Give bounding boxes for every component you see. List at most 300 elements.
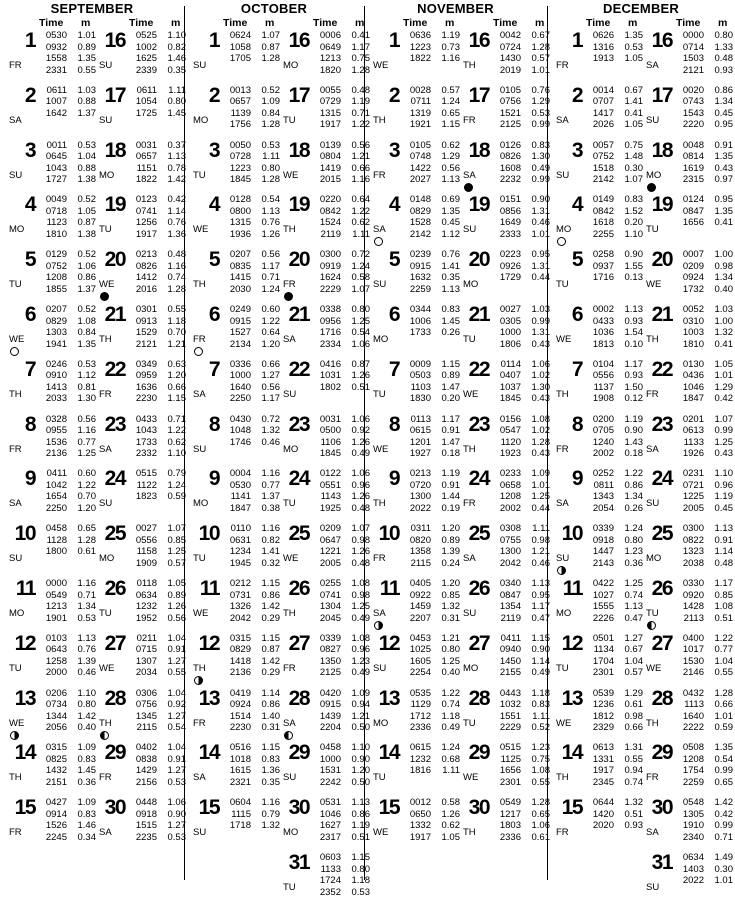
tide-height: 1.29 xyxy=(714,381,733,393)
tide-height: 1.35 xyxy=(77,53,96,64)
tide-height: 0.56 xyxy=(167,612,186,624)
day-number: 2 xyxy=(388,83,399,107)
day-number: 31 xyxy=(651,851,672,874)
tide-height: 1.19 xyxy=(351,820,370,832)
tide-height: 0.53 xyxy=(261,139,280,151)
day-entry xyxy=(282,633,370,693)
tide-height: 0.43 xyxy=(531,448,550,460)
tide-height: 0.96 xyxy=(714,479,733,491)
tide-line xyxy=(673,370,733,381)
tide-line xyxy=(36,546,96,557)
day-number: 9 xyxy=(571,467,582,491)
day-number: 5 xyxy=(388,248,399,272)
day-number: 28 xyxy=(468,686,489,710)
tide-time: 1746 xyxy=(229,436,251,448)
tide-height: 0.51 xyxy=(714,612,733,624)
tide-height: 0.38 xyxy=(261,502,280,514)
weekday-label: MO xyxy=(556,224,572,236)
day-entry xyxy=(8,578,96,638)
day-entry xyxy=(462,742,550,802)
tide-time: 0149 xyxy=(592,194,614,206)
weekday-label: MO xyxy=(283,827,299,839)
tide-height: 0.53 xyxy=(531,107,550,119)
day-number: 17 xyxy=(288,83,309,107)
day-entry xyxy=(8,688,96,748)
tide-height: 0.45 xyxy=(714,502,733,514)
tide-height: 1.25 xyxy=(624,578,643,589)
tide-line xyxy=(126,206,186,217)
tide-height: 1.42 xyxy=(261,655,280,667)
tide-line xyxy=(36,832,96,843)
tide-height: 0.80 xyxy=(441,644,460,656)
tide-time: 2235 xyxy=(135,831,157,843)
tide-height: 0.65 xyxy=(714,776,733,788)
tide-line xyxy=(490,644,550,655)
tide-line xyxy=(310,667,370,678)
tide-line xyxy=(310,546,370,557)
tide-time: 0743 xyxy=(682,96,704,108)
tide-time: 1725 xyxy=(135,107,157,119)
day-entry xyxy=(645,797,733,857)
tide-line xyxy=(400,261,460,272)
tide-time: 0741 xyxy=(319,589,341,601)
tide-time: 1103 xyxy=(410,381,431,393)
tide-height: 1.38 xyxy=(77,174,96,186)
tide-time: 1315 xyxy=(229,217,251,229)
day-entry xyxy=(8,468,96,528)
tide-time: 0213 xyxy=(409,468,431,480)
tide-height: 1.21 xyxy=(351,710,370,722)
day-number: 15 xyxy=(14,796,35,820)
tide-height: 0.57 xyxy=(441,84,460,96)
tide-height: 1.37 xyxy=(77,283,96,295)
month-title: NOVEMBER xyxy=(417,1,494,16)
weekday-label: SU xyxy=(283,388,297,400)
tide-height: 1.28 xyxy=(531,797,550,809)
tide-line xyxy=(583,437,643,448)
tide-time: 0305 xyxy=(499,315,521,327)
tide-height: 1.29 xyxy=(624,687,643,699)
day-number: 14 xyxy=(378,741,399,765)
tide-time: 0636 xyxy=(409,30,431,41)
tide-line xyxy=(36,272,96,283)
tide-line xyxy=(126,644,186,655)
tide-time: 0207 xyxy=(229,249,251,261)
tide-height: 1.44 xyxy=(441,491,460,503)
tide-time: 1732 xyxy=(682,283,704,295)
day-number: 4 xyxy=(24,193,35,217)
tide-height: 0.30 xyxy=(714,863,733,875)
tide-height: 0.96 xyxy=(351,479,370,491)
tide-height: 1.16 xyxy=(261,797,280,809)
weekday-label: TH xyxy=(283,608,296,619)
tide-height: 0.83 xyxy=(441,304,460,315)
tide-line xyxy=(126,304,186,315)
tide-time: 1810 xyxy=(45,228,67,240)
tide-height: 0.69 xyxy=(441,194,460,206)
tide-height: 1.28 xyxy=(531,41,550,53)
weekday-label: WE xyxy=(463,388,479,400)
tide-time: 0549 xyxy=(45,589,67,601)
weekday-label: SU xyxy=(193,60,207,71)
tide-height: 0.67 xyxy=(531,30,550,41)
tide-height: 0.75 xyxy=(624,139,643,151)
tide-height: 1.26 xyxy=(351,546,370,558)
day-number: 21 xyxy=(651,303,672,326)
tide-height: 1.24 xyxy=(624,523,643,535)
tide-time: 0711 xyxy=(410,96,431,108)
day-number: 12 xyxy=(561,631,582,655)
weekday-label: FR xyxy=(373,553,386,565)
tide-time: 0306 xyxy=(135,687,157,699)
day-number: 3 xyxy=(571,138,582,162)
day-number: 11 xyxy=(562,577,582,600)
tide-height: 0.91 xyxy=(441,479,460,491)
day-number: 21 xyxy=(468,303,489,326)
tide-height: 0.57 xyxy=(167,557,186,569)
tide-height: 1.37 xyxy=(77,107,96,119)
tide-line xyxy=(490,832,550,843)
weekday-label: SA xyxy=(283,334,296,345)
tide-line xyxy=(36,809,96,820)
tide-line xyxy=(126,393,186,404)
tide-time: 1304 xyxy=(319,601,341,612)
tide-time: 2026 xyxy=(592,119,614,131)
tide-line xyxy=(583,85,643,96)
tide-height: 1.11 xyxy=(532,710,550,722)
weekday-label: TH xyxy=(373,498,386,510)
tide-line xyxy=(400,272,460,283)
tide-line xyxy=(400,229,460,240)
tide-time: 1213 xyxy=(45,601,67,612)
tide-height: 0.53 xyxy=(167,776,186,788)
tide-line xyxy=(490,722,550,733)
tide-line xyxy=(126,832,186,843)
tide-height: 1.17 xyxy=(624,358,643,370)
tide-height: 1.28 xyxy=(167,283,186,295)
tide-line xyxy=(673,711,733,722)
tide-time: 0535 xyxy=(409,687,431,699)
tide-line xyxy=(310,875,370,886)
tide-time: 1908 xyxy=(592,393,614,405)
tide-time: 2345 xyxy=(592,776,614,788)
moon-phase-new-icon xyxy=(100,292,109,301)
moon-phase-full-icon xyxy=(194,347,203,356)
tide-line xyxy=(126,327,186,338)
tide-height: 1.24 xyxy=(261,283,280,295)
tide-time: 0139 xyxy=(319,139,341,151)
tide-line xyxy=(126,797,186,808)
day-number: 9 xyxy=(208,467,219,491)
tide-time: 0207 xyxy=(45,304,67,315)
tide-time: 1733 xyxy=(135,436,157,448)
day-entry xyxy=(192,30,280,90)
tide-height: 1.35 xyxy=(77,338,96,350)
tide-time: 1305 xyxy=(682,808,704,820)
tide-line xyxy=(310,359,370,370)
tide-height: 1.10 xyxy=(624,228,643,240)
day-number: 9 xyxy=(388,467,399,491)
tide-line xyxy=(36,140,96,151)
tide-height: 1.13 xyxy=(714,523,733,535)
tide-height: 1.11 xyxy=(262,151,280,163)
tide-height: 1.10 xyxy=(167,448,186,460)
tide-line xyxy=(36,777,96,788)
tide-line xyxy=(126,42,186,53)
tide-line xyxy=(400,96,460,107)
day-number: 27 xyxy=(288,631,309,655)
tide-line xyxy=(310,480,370,491)
tide-line xyxy=(583,667,643,678)
tide-height: 0.81 xyxy=(77,381,96,393)
tide-time: 0631 xyxy=(229,534,251,546)
day-entry xyxy=(98,30,186,90)
tide-time: 0822 xyxy=(682,534,704,546)
day-entry xyxy=(462,578,550,638)
tide-line xyxy=(220,382,280,393)
tide-height: 0.37 xyxy=(167,139,186,151)
tide-height: 1.21 xyxy=(441,632,460,644)
tide-line xyxy=(673,558,733,569)
tide-line xyxy=(490,711,550,722)
tide-height: 0.99 xyxy=(531,174,550,186)
tide-height: 0.49 xyxy=(531,162,550,174)
tide-time: 0123 xyxy=(135,194,157,206)
day-entry xyxy=(8,30,96,90)
tide-height: 0.99 xyxy=(714,425,733,437)
tide-time: 0458 xyxy=(45,523,67,535)
tide-line xyxy=(220,491,280,502)
tide-height: 1.52 xyxy=(624,205,643,217)
tide-line xyxy=(673,656,733,667)
tide-time: 1133 xyxy=(683,436,704,448)
tide-line xyxy=(220,809,280,820)
tide-line xyxy=(673,108,733,119)
tide-line xyxy=(126,53,186,64)
tide-line xyxy=(400,797,460,808)
weekday-label: TU xyxy=(373,772,386,784)
weekday-label: TU xyxy=(646,608,659,619)
tide-height: 1.13 xyxy=(624,601,643,612)
tide-line xyxy=(310,578,370,589)
day-number: 19 xyxy=(468,193,489,217)
tide-time: 0231 xyxy=(682,468,704,480)
tide-height: 1.41 xyxy=(441,260,460,272)
tide-line xyxy=(673,382,733,393)
tide-line xyxy=(583,578,643,589)
weekday-label: MO xyxy=(283,60,299,71)
tide-line xyxy=(583,261,643,272)
weekday-label: SU xyxy=(99,498,113,510)
tide-line xyxy=(310,448,370,459)
tide-line xyxy=(126,30,186,41)
tide-line xyxy=(310,217,370,228)
tide-line xyxy=(400,140,460,151)
tide-line xyxy=(36,590,96,601)
tide-line xyxy=(400,53,460,64)
moon-phase-new-icon xyxy=(647,183,656,192)
tide-line xyxy=(400,327,460,338)
tide-line xyxy=(220,578,280,589)
tide-height: 0.98 xyxy=(714,260,733,272)
tide-time: 0013 xyxy=(229,84,251,96)
weekday-label: WE xyxy=(283,553,299,565)
tide-height: 1.27 xyxy=(167,655,186,667)
tide-time: 1143 xyxy=(320,491,341,503)
tide-line xyxy=(673,53,733,64)
tide-height: 1.28 xyxy=(77,534,96,546)
tide-line xyxy=(126,370,186,381)
tide-height: 1.17 xyxy=(261,393,280,405)
day-entry xyxy=(282,140,370,200)
tide-line xyxy=(310,53,370,64)
tide-time: 1917 xyxy=(135,228,157,240)
tide-height: 1.19 xyxy=(351,96,370,108)
day-entry xyxy=(98,523,186,583)
tide-time: 2151 xyxy=(45,776,67,788)
tide-time: 2121 xyxy=(682,64,704,76)
tide-time: 1847 xyxy=(229,502,251,514)
tide-line xyxy=(673,864,733,875)
tide-line xyxy=(126,754,186,765)
tide-height: 1.10 xyxy=(714,468,733,480)
tide-line xyxy=(490,151,550,162)
tide-time: 1232 xyxy=(135,601,157,612)
tide-line xyxy=(673,96,733,107)
tide-height: 1.06 xyxy=(351,468,370,480)
tide-height: 0.77 xyxy=(77,436,96,448)
tide-height: 0.66 xyxy=(261,358,280,370)
tide-height: 1.22 xyxy=(441,687,460,699)
tide-time: 0339 xyxy=(319,632,341,644)
tide-time: 1315 xyxy=(319,107,341,119)
tide-height: 1.30 xyxy=(531,381,550,393)
tide-time: 2022 xyxy=(409,502,431,514)
tide-time: 1810 xyxy=(682,338,704,350)
tide-line xyxy=(36,261,96,272)
weekday-label: MO xyxy=(646,169,662,181)
tide-time: 0344 xyxy=(409,304,431,315)
weekday-label: FR xyxy=(373,169,386,181)
weekday-label: WE xyxy=(99,662,115,674)
tide-line xyxy=(490,590,550,601)
tide-height: 1.34 xyxy=(624,491,643,503)
tide-time: 0915 xyxy=(409,260,431,272)
tide-time: 0027 xyxy=(499,304,521,315)
weekday-label: TU xyxy=(373,388,386,400)
tide-line xyxy=(36,30,96,41)
day-entry xyxy=(192,633,280,693)
tide-line xyxy=(36,503,96,514)
tide-time: 0531 xyxy=(319,797,341,809)
tide-height: 1.09 xyxy=(531,468,550,480)
tide-time: 1042 xyxy=(45,479,67,491)
tide-height: 1.06 xyxy=(531,820,550,832)
tide-height: 1.26 xyxy=(441,808,460,820)
tide-time: 0402 xyxy=(135,742,157,754)
tide-time: 1515 xyxy=(135,820,157,832)
tide-line xyxy=(126,163,186,174)
tide-height: 0.64 xyxy=(261,327,280,338)
tide-time: 1223 xyxy=(409,41,431,53)
tide-time: 0715 xyxy=(135,644,157,656)
tide-line xyxy=(36,96,96,107)
weekday-label: MO xyxy=(556,608,572,619)
tide-height: 0.48 xyxy=(351,84,370,96)
tide-time: 1952 xyxy=(135,612,157,624)
tide-height: 0.55 xyxy=(714,667,733,679)
weekday-label: TH xyxy=(193,279,206,291)
day-number: 22 xyxy=(468,357,489,381)
tide-line xyxy=(490,437,550,448)
tide-line xyxy=(673,42,733,53)
tide-time: 0411 xyxy=(500,632,521,644)
tide-time: 1413 xyxy=(45,381,67,393)
tide-line xyxy=(36,425,96,436)
tide-line xyxy=(583,229,643,240)
tide-time: 1640 xyxy=(682,710,704,722)
tide-height: 0.48 xyxy=(714,53,733,64)
tide-height: 1.11 xyxy=(352,228,370,240)
tide-height: 0.92 xyxy=(167,699,186,711)
weekday-label: TH xyxy=(463,443,476,455)
tide-time: 1137 xyxy=(593,381,614,393)
tide-time: 1221 xyxy=(319,546,341,558)
tide-line xyxy=(490,601,550,612)
day-number: 22 xyxy=(651,357,672,381)
tide-line xyxy=(490,656,550,667)
tide-height: 1.26 xyxy=(167,601,186,612)
tide-time: 0050 xyxy=(229,139,251,151)
tide-time: 1656 xyxy=(682,217,704,229)
tide-height: 0.82 xyxy=(261,534,280,546)
tide-time: 0525 xyxy=(135,30,157,41)
tide-time: 1123 xyxy=(46,217,67,229)
tide-line xyxy=(583,151,643,162)
tide-height: 0.88 xyxy=(77,96,96,108)
tide-height: 0.83 xyxy=(531,699,550,711)
tide-line xyxy=(310,809,370,820)
tide-line xyxy=(36,42,96,53)
tide-time: 1133 xyxy=(320,863,341,875)
day-entry xyxy=(555,468,643,528)
tide-line xyxy=(126,65,186,76)
tide-line xyxy=(583,491,643,502)
tide-height: 1.27 xyxy=(261,370,280,382)
tide-height: 0.42 xyxy=(714,393,733,405)
tide-time: 0458 xyxy=(319,742,341,754)
tide-time: 0349 xyxy=(135,358,157,370)
tide-line xyxy=(490,777,550,788)
tide-time: 0611 xyxy=(136,84,157,96)
tide-line xyxy=(126,601,186,612)
tide-height: 1.14 xyxy=(714,546,733,558)
tide-height: 1.00 xyxy=(714,249,733,261)
tide-height: 1.23 xyxy=(351,655,370,667)
day-number: 15 xyxy=(378,796,399,820)
tide-time: 2301 xyxy=(499,776,521,788)
tide-height: 0.99 xyxy=(714,820,733,832)
tide-line xyxy=(220,754,280,765)
tide-time: 0113 xyxy=(410,413,431,425)
tide-time: 0252 xyxy=(592,468,614,480)
tide-time: 1524 xyxy=(319,217,341,229)
tide-line xyxy=(36,480,96,491)
tide-height: 1.26 xyxy=(261,228,280,240)
tide-time: 0206 xyxy=(45,687,67,699)
tide-line xyxy=(490,229,550,240)
tide-time: 0416 xyxy=(319,358,341,370)
